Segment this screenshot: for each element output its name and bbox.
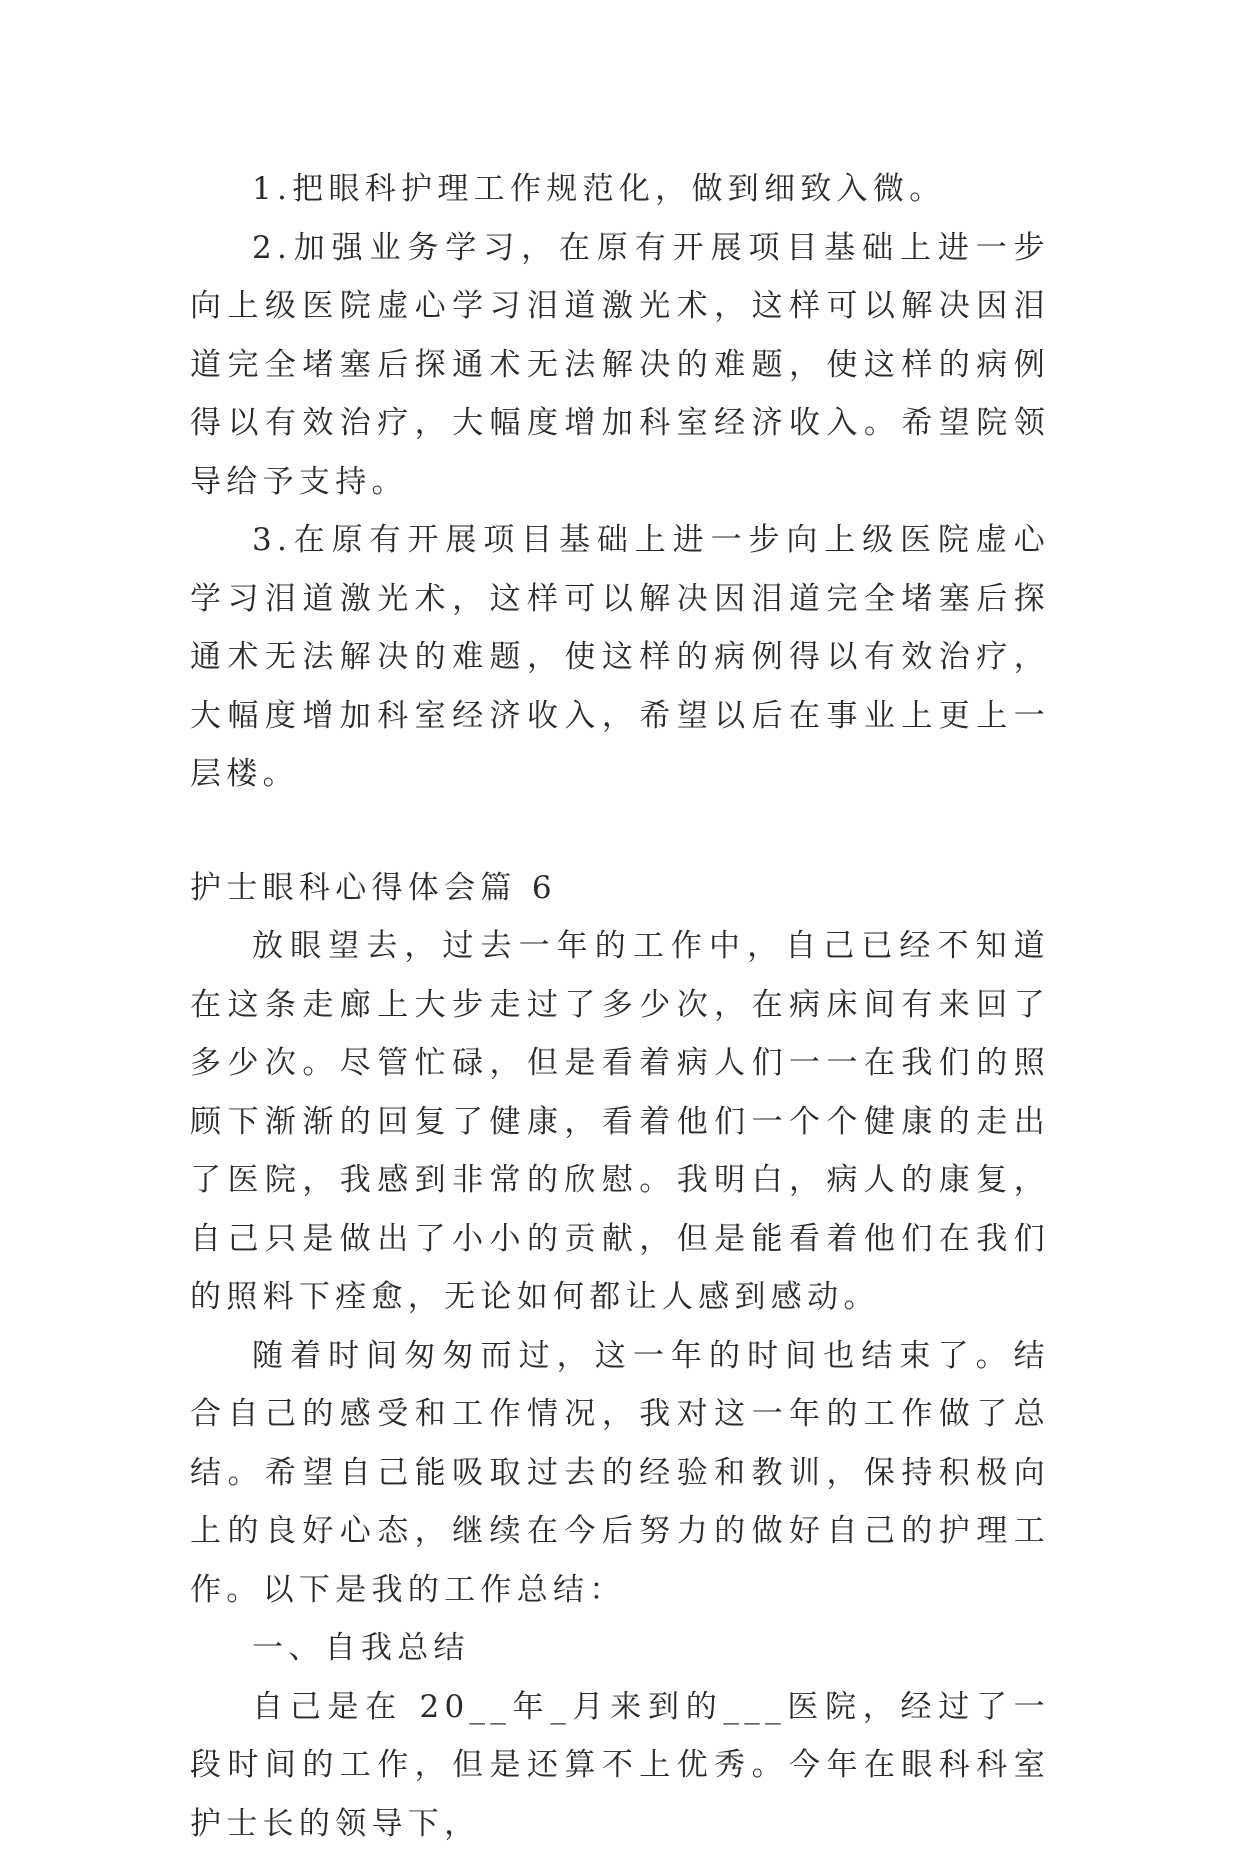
paragraph-intro: 放眼望去，过去一年的工作中，自己已经不知道在这条走廊上大步走过了多少次，在病床间有来回了多少次。尽管忙碌，但是看着病人们一一在我们的照顾下渐渐的回复了健康，看着他们一个个健康的走出了医院，我感到非常的欣慰。我明白，病人的康复，自己只是做出了小小的贡献，但是能看着他们在我们的照料下痊愈，无论如何都让人感到感动。: [190, 917, 1050, 1327]
paragraph-item-2: 2.加强业务学习，在原有开展项目基础上进一步向上级医院虚心学习泪道激光术，这样可以解决因泪道完全堵塞后探通术无法解决的难题，使这样的病例得以有效治疗，大幅度增加科室经济收入。希望院领导给予支持。: [190, 219, 1050, 512]
paragraph-item-1: 1.把眼科护理工作规范化，做到细致入微。: [190, 160, 1050, 219]
document-body: [190, 160, 1050, 1853]
paragraph-summary-lead: 随着时间匆匆而过，这一年的时间也结束了。结合自己的感受和工作情况，我对这一年的工作做了总结。希望自己能吸取过去的经验和教训，保持积极向上的良好心态，继续在今后努力的做好自己的护理工作。以下是我的工作总结：: [190, 1327, 1050, 1620]
subheading-self-summary: 一、自我总结: [190, 1619, 1050, 1678]
paragraph-item-3: 3.在原有开展项目基础上进一步向上级医院虚心学习泪道激光术，这样可以解决因泪道完全堵塞后探通术无法解决的难题，使这样的病例得以有效治疗，大幅度增加科室经济收入，希望以后在事业上更上一层楼。: [190, 511, 1050, 804]
paragraph-self-summary: 自己是在 20__年_月来到的___医院，经过了一段时间的工作，但是还算不上优秀。今年在眼科科室护士长的领导下，: [190, 1678, 1050, 1853]
section-heading: 护士眼科心得体会篇 6: [190, 859, 1050, 918]
